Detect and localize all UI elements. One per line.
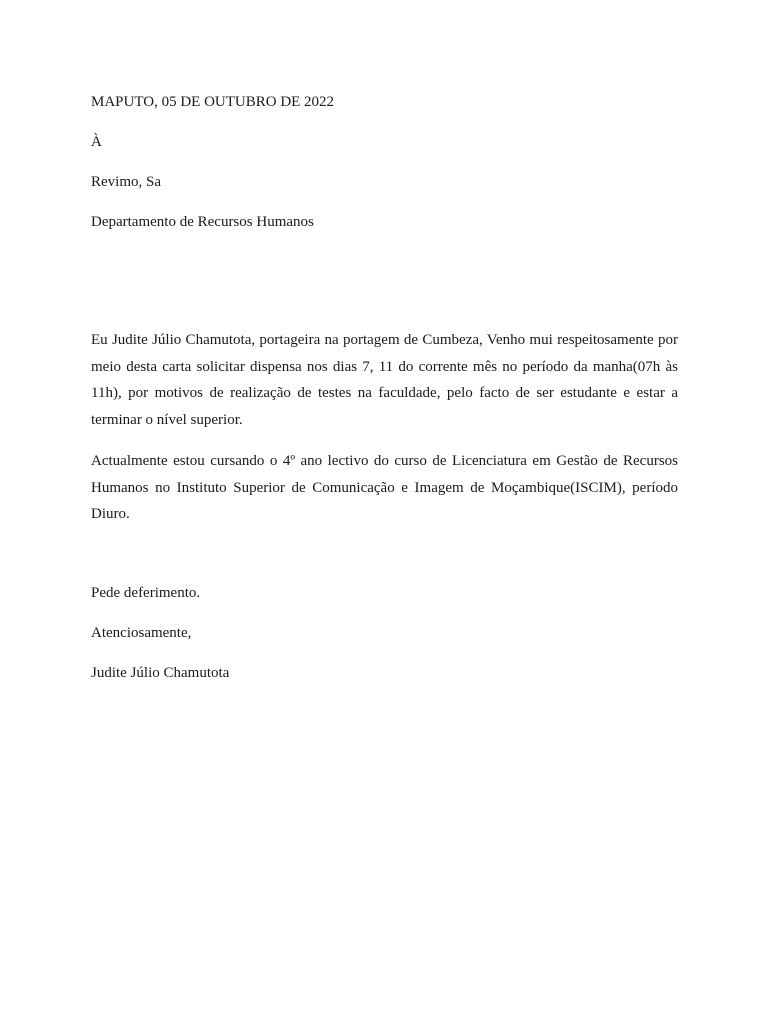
closing-line: Pede deferimento. — [91, 585, 201, 601]
recipient-department: Departamento de Recursos Humanos — [91, 214, 314, 230]
salutation: À — [91, 134, 102, 150]
regards-line: Atenciosamente, — [91, 625, 192, 641]
date-line: MAPUTO, 05 DE OUTUBRO DE 2022 — [91, 94, 335, 110]
body-paragraph-1: Eu Judite Júlio Chamutota, portageira na portagem de Cumbeza, Venho mui respeitosamente por meio desta carta solicitar dispensa nos dias 7, 11 do corrente mês no período da manha(07h às 11h), por motivos de realização de testes na faculdade, pelo facto de ser estudante e estar a terminar o nível superior. — [91, 332, 678, 428]
body-paragraph-2: Actualmente estou cursando o 4º ano lectivo do curso de Licenciatura em Gestão de Recursos Humanos no Instituto Superior de Comunicação e Imagem de Moçambique(ISCIM), período Diuro. — [91, 453, 678, 522]
recipient-company: Revimo, Sa — [91, 174, 161, 190]
signature-name: Judite Júlio Chamutota — [91, 665, 230, 681]
